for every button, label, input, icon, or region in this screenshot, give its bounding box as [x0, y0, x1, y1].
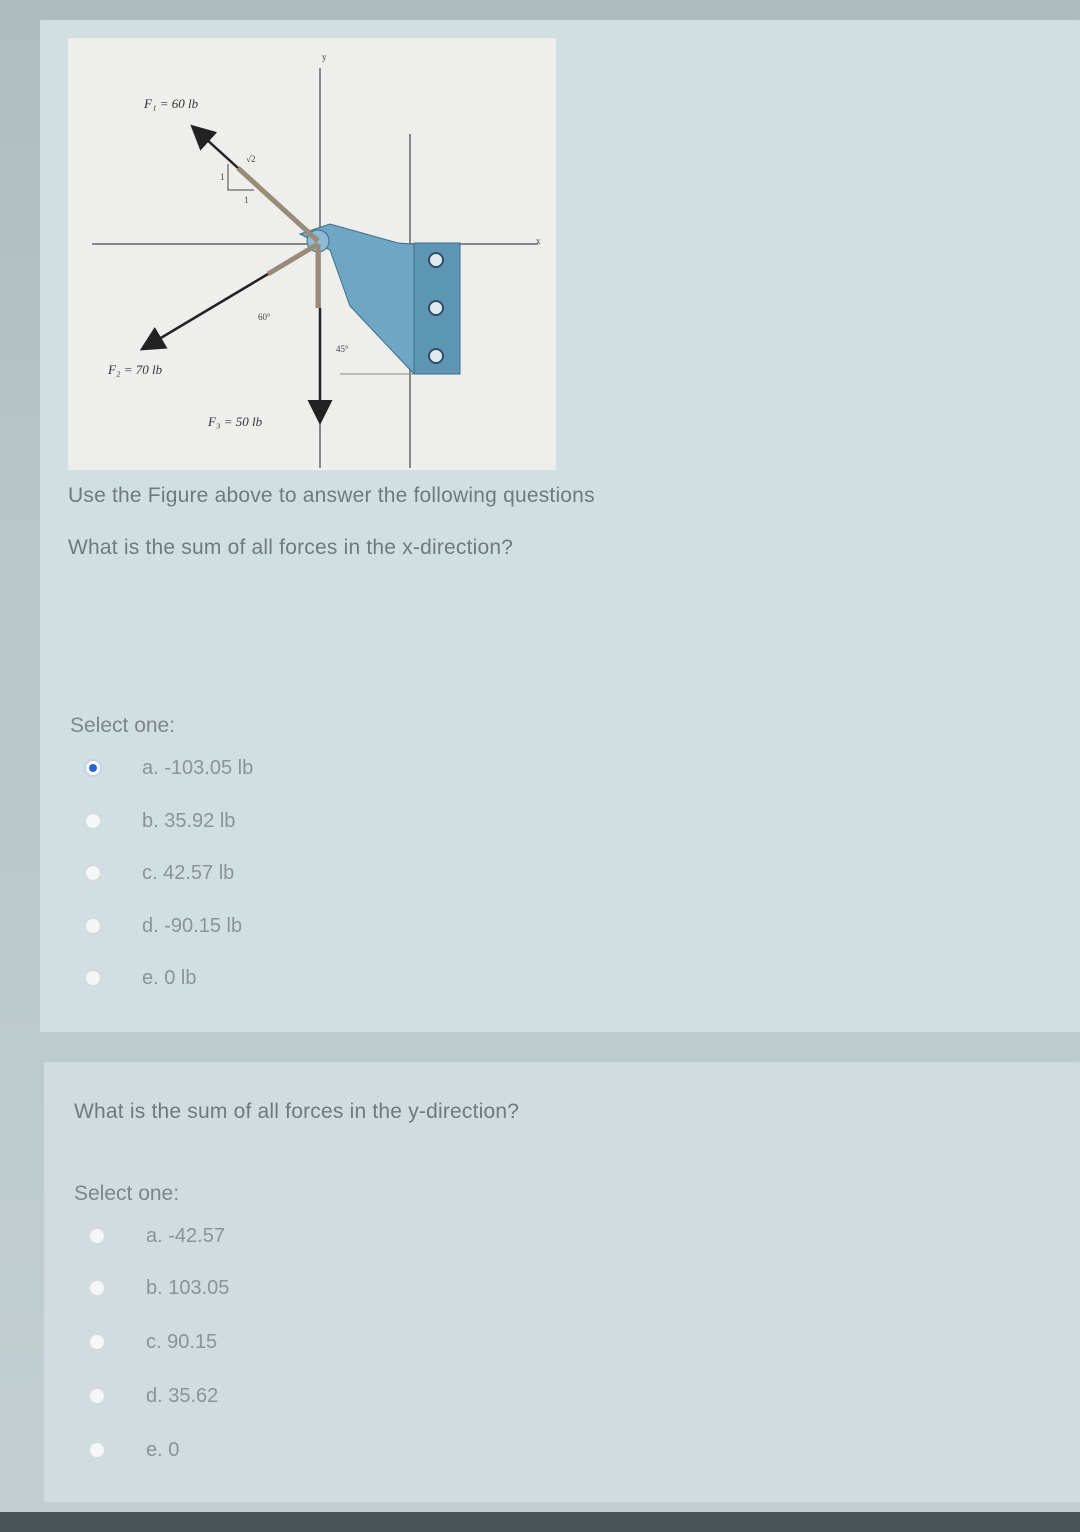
x-axis-label: x: [536, 236, 541, 246]
q1-option-e-label: e. 0 lb: [142, 966, 197, 989]
f2-member: [268, 244, 318, 274]
q2-option-d[interactable]: [88, 1376, 488, 1416]
bolt-1: [429, 253, 443, 267]
q2-radio-c[interactable]: [88, 1333, 106, 1351]
q2-option-e-label: e. 0: [146, 1438, 180, 1461]
slope-one-vertical: 1: [220, 172, 225, 182]
q1-radio-a[interactable]: [84, 759, 102, 777]
question-1-prompt: What is the sum of all forces in the x-direction?: [68, 536, 514, 559]
q2-radio-b[interactable]: [88, 1279, 106, 1297]
q2-option-c[interactable]: [88, 1322, 488, 1362]
q2-option-e[interactable]: [88, 1430, 488, 1470]
y-axis-label: y: [322, 52, 327, 62]
q1-option-d-label: d. -90.15 lb: [142, 914, 243, 937]
q1-option-c-label: c. 42.57 lb: [142, 861, 235, 884]
q1-radio-d[interactable]: [84, 917, 102, 935]
f1-arrow: [194, 128, 238, 168]
q2-radio-d[interactable]: [88, 1387, 106, 1405]
q1-radio-c[interactable]: [84, 864, 102, 882]
angle-60-label: 60°: [258, 312, 271, 322]
screen-bottom-edge: [0, 1512, 1080, 1532]
q2-option-b[interactable]: [88, 1268, 488, 1308]
force-diagram-figure: [68, 38, 556, 470]
q2-radio-a[interactable]: [88, 1227, 106, 1245]
q2-option-c-label: c. 90.15: [146, 1330, 218, 1353]
q1-option-b-label: b. 35.92 lb: [142, 809, 236, 832]
q1-option-e[interactable]: [84, 958, 484, 998]
question-1-select-label: Select one:: [70, 714, 176, 737]
bolt-2: [429, 301, 443, 315]
bolt-3: [429, 349, 443, 363]
q1-radio-e[interactable]: [84, 969, 102, 987]
q1-option-a-label: a. -103.05 lb: [142, 756, 254, 779]
slope-one-horizontal: 1: [244, 195, 249, 205]
q1-option-c[interactable]: [84, 853, 484, 893]
q1-radio-b[interactable]: [84, 812, 102, 830]
q1-option-a[interactable]: [84, 748, 484, 788]
q2-option-a-label: a. -42.57: [146, 1224, 225, 1247]
force-diagram-svg: [68, 38, 556, 470]
f1-member: [238, 168, 318, 241]
q2-option-b-label: b. 103.05: [146, 1276, 230, 1299]
q1-option-d[interactable]: [84, 906, 484, 946]
q2-radio-e[interactable]: [88, 1441, 106, 1459]
f3-label: F₃ = 50 lb: [208, 414, 263, 429]
question-2-select-label: Select one:: [74, 1182, 180, 1205]
question-2-prompt: What is the sum of all forces in the y-direction?: [74, 1100, 520, 1123]
f1-label: F₁ = 60 lb: [144, 96, 199, 111]
slope-sqrt2: √2: [246, 154, 256, 164]
q2-option-d-label: d. 35.62: [146, 1384, 219, 1407]
angle-45-label: 45°: [336, 344, 349, 354]
f2-label: F₂ = 70 lb: [108, 362, 163, 377]
q2-option-a[interactable]: [88, 1216, 488, 1256]
f2-arrow: [144, 274, 268, 348]
instructions-text: Use the Figure above to answer the following questions: [68, 484, 595, 507]
q1-option-b[interactable]: [84, 801, 484, 841]
